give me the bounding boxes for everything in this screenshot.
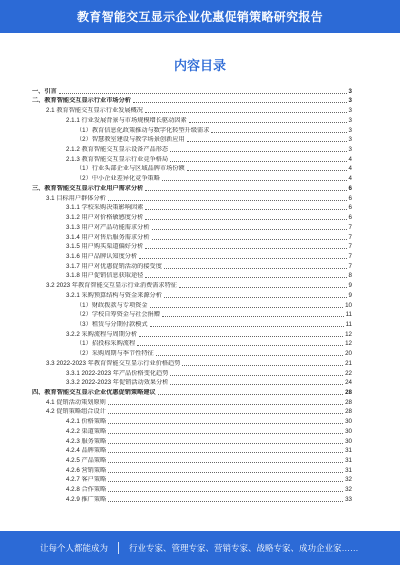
toc-leader-dots xyxy=(108,413,343,414)
toc-entry-title: 4.2.9 推广策略 xyxy=(66,495,107,503)
toc-entry[interactable] xyxy=(32,183,352,193)
toc-entry[interactable] xyxy=(32,251,352,261)
toc-entry-page: 21 xyxy=(345,359,352,367)
toc-leader-dots xyxy=(170,151,346,152)
toc-leader-dots xyxy=(145,248,346,249)
toc-leader-dots xyxy=(162,316,344,317)
toc-entry-title: 3.1.6 用户品牌认知度分析 xyxy=(66,252,138,260)
toc-leader-dots xyxy=(145,219,346,220)
toc-entry-title: 4.2.7 客户策略 xyxy=(66,476,107,484)
toc-entry-title: 3.1.5 用户购买渠道偏好分析 xyxy=(66,243,144,251)
toc-entry[interactable] xyxy=(32,407,352,417)
toc-leader-dots xyxy=(182,365,343,366)
toc-entry[interactable] xyxy=(32,310,352,320)
toc-entry[interactable] xyxy=(32,368,352,378)
toc-leader-dots xyxy=(187,170,347,171)
toc-entry-title: 3.1.2 用户对价格敏感度分析 xyxy=(66,214,144,222)
toc-entry[interactable] xyxy=(32,144,352,154)
toc-entry[interactable] xyxy=(32,465,352,475)
toc-entry[interactable] xyxy=(32,212,352,222)
toc-leader-dots xyxy=(156,355,343,356)
toc-entry-title: （2）智慧教室建设与教学场景创新应用 xyxy=(76,136,185,144)
toc-entry[interactable] xyxy=(32,290,352,300)
toc-entry[interactable] xyxy=(32,494,352,504)
toc-entry-title: 3.1.8 用户促销信息获取途径 xyxy=(66,272,144,280)
toc-entry-page: 4 xyxy=(348,175,352,183)
toc-entry[interactable] xyxy=(32,280,352,290)
toc-heading: 内容目录 xyxy=(173,58,226,73)
footer-bar xyxy=(0,531,400,565)
toc-entry[interactable] xyxy=(32,484,352,494)
toc-leader-dots xyxy=(108,404,343,405)
toc-entry-title: 4.2.6 营销策略 xyxy=(66,466,107,474)
toc-entry-page: 7 xyxy=(348,233,352,241)
toc-entry-title: 2.1.3 教育智能交互显示行业竞争格局 xyxy=(66,155,169,163)
toc-leader-dots xyxy=(189,122,347,123)
toc-entry-page: 3 xyxy=(348,97,352,105)
toc-entry[interactable] xyxy=(32,135,352,145)
toc-leader-dots xyxy=(187,141,347,142)
toc-entry-page: 3 xyxy=(348,136,352,144)
toc-entry-title: （2）学校自筹资金与社会捐赠 xyxy=(76,311,160,319)
toc-entry-title: 3.1 目标用户群体分析 xyxy=(46,194,106,202)
toc-entry[interactable] xyxy=(32,164,352,174)
toc-entry-title: 3.2 2023 年教育智能交互显示行业消费需求特征 xyxy=(46,282,177,290)
toc-entry[interactable] xyxy=(32,319,352,329)
toc-entry-page: 3 xyxy=(348,146,352,154)
toc-leader-dots xyxy=(152,229,347,230)
toc-entry-title: 4.1 促销活动策划原则 xyxy=(46,398,106,406)
toc-entry-title: 3.3.2 2022-2023 年促销活动效果分析 xyxy=(66,379,169,387)
toc-entry-title: （3）租赁与分期付款模式 xyxy=(76,320,148,328)
toc-leader-dots xyxy=(59,93,347,94)
toc-entry-page: 22 xyxy=(345,369,352,377)
toc-entry-page: 28 xyxy=(345,389,352,396)
footer-slogan: 让每个人都能成为 xyxy=(40,543,109,553)
toc-entry-title: 4.2.8 合作策略 xyxy=(66,486,107,494)
toc-entry-page: 20 xyxy=(345,350,352,358)
toc-leader-dots xyxy=(150,326,344,327)
toc-entry-page: 12 xyxy=(345,330,352,338)
toc-entry-page: 7 xyxy=(348,223,352,231)
toc-entry-page: 31 xyxy=(345,457,352,465)
toc-entry[interactable] xyxy=(32,193,352,203)
toc-entry-page: 6 xyxy=(348,184,352,192)
toc-entry-title: （1）教育信息化政策推动与数字化转型升级需求 xyxy=(76,126,210,134)
toc-leader-dots xyxy=(108,472,343,473)
toc-entry-page: 30 xyxy=(345,427,352,435)
toc-entry[interactable] xyxy=(32,154,352,164)
toc-leader-dots xyxy=(108,491,343,492)
toc-entry-title: 3.1.7 用户对优惠促销活动的接受度 xyxy=(66,262,162,270)
toc-entry-title: 3.1.4 用户对售后服务需求分析 xyxy=(66,233,150,241)
toc-entry[interactable] xyxy=(32,173,352,183)
toc-leader-dots xyxy=(170,384,343,385)
toc-leader-dots xyxy=(108,443,343,444)
toc-leader-dots xyxy=(108,452,343,453)
toc-entry[interactable] xyxy=(32,436,352,446)
toc-entry[interactable] xyxy=(32,378,352,388)
toc-leader-dots xyxy=(137,345,343,346)
toc-entry[interactable] xyxy=(32,475,352,485)
toc-entry-page: 11 xyxy=(345,320,352,328)
toc-leader-dots xyxy=(162,180,347,181)
toc-entry-page: 3 xyxy=(348,116,352,124)
toc-entry-page: 7 xyxy=(348,262,352,270)
toc-entry[interactable] xyxy=(32,115,352,125)
toc-entry[interactable] xyxy=(32,261,352,271)
toc-leader-dots xyxy=(139,336,343,337)
toc-leader-dots xyxy=(164,268,347,269)
toc-entry[interactable] xyxy=(32,203,352,213)
toc-entry-title: （2）中小企业差异化竞争策略 xyxy=(76,175,160,183)
toc-leader-dots xyxy=(108,423,343,424)
toc-leader-dots xyxy=(150,307,344,308)
toc-entry-page: 30 xyxy=(345,418,352,426)
toc-entry-page: 24 xyxy=(345,379,352,387)
toc-entry-page: 32 xyxy=(345,486,352,494)
toc-leader-dots xyxy=(145,277,346,278)
toc-entry-page: 8 xyxy=(348,272,352,280)
toc-entry-title: 2.1.2 教育智能交互显示设备产品形态 xyxy=(66,146,169,154)
toc-entry-page: 3 xyxy=(348,87,352,95)
toc-entry[interactable] xyxy=(32,300,352,310)
toc-entry-page: 33 xyxy=(345,495,352,503)
toc-entry[interactable] xyxy=(32,96,352,106)
toc-entry[interactable] xyxy=(32,455,352,465)
toc-leader-dots xyxy=(108,462,343,463)
toc-entry[interactable] xyxy=(32,271,352,281)
toc-entry-page: 32 xyxy=(345,476,352,484)
toc-leader-dots xyxy=(152,239,347,240)
toc-entry[interactable] xyxy=(32,416,352,426)
toc-entry-title: 4.2.3 服务策略 xyxy=(66,437,107,445)
toc-entry[interactable] xyxy=(32,329,352,339)
toc-entry[interactable] xyxy=(32,387,352,397)
toc-entry-page: 4 xyxy=(348,155,352,163)
footer-tagline: 行业专家、管理专家、营销专家、战略专家、成功企业家…… xyxy=(129,543,359,553)
toc-entry-page: 28 xyxy=(345,408,352,416)
toc-entry[interactable] xyxy=(32,232,352,242)
toc-entry-page: 31 xyxy=(345,466,352,474)
toc-leader-dots xyxy=(145,209,346,210)
toc-leader-dots xyxy=(179,287,347,288)
toc-entry-page: 9 xyxy=(348,282,352,290)
toc-entry-title: （1）财政拨款与专项资金 xyxy=(76,301,148,309)
toc-entry-page: 6 xyxy=(348,194,352,202)
toc-entry-title: 3.3.1 2022-2023 年产品价格变化趋势 xyxy=(66,369,169,377)
toc-leader-dots xyxy=(108,481,343,482)
toc-entry-title: 2.1 教育智能交互显示行业发展概况 xyxy=(46,107,143,115)
report-title: 教育智能交互显示企业优惠促销策略研究报告 xyxy=(76,10,323,24)
toc-entry-title: 4.2.2 渠道策略 xyxy=(66,427,107,435)
toc-entry-title: 3.1.1 学校采购决策影响因素 xyxy=(66,204,144,212)
toc-entry-title: 三、教育智能交互显示行业用户需求分析 xyxy=(32,184,144,192)
table-of-contents xyxy=(32,86,352,504)
toc-entry-title: 4.2.1 价格策略 xyxy=(66,418,107,426)
toc-entry-page: 11 xyxy=(345,311,352,319)
toc-entry[interactable] xyxy=(32,348,352,358)
toc-entry-page: 4 xyxy=(348,165,352,173)
toc-leader-dots xyxy=(108,433,343,434)
toc-entry-page: 3 xyxy=(348,107,352,115)
toc-leader-dots xyxy=(170,375,343,376)
toc-entry-page: 6 xyxy=(348,204,352,212)
toc-entry-title: （1）行业头部企业与区域品牌市场份额 xyxy=(76,165,185,173)
toc-entry-title: 4.2.5 产品策略 xyxy=(66,457,107,465)
toc-entry-page: 3 xyxy=(348,126,352,134)
toc-entry[interactable] xyxy=(32,358,352,368)
toc-entry[interactable] xyxy=(32,426,352,436)
toc-entry-title: 3.2.2 采购流程与周期分析 xyxy=(66,330,138,338)
toc-leader-dots xyxy=(145,112,347,113)
toc-leader-dots xyxy=(139,258,346,259)
toc-entry-title: 3.1.3 用户对产品功能需求分析 xyxy=(66,223,150,231)
toc-entry-title: 一、引言 xyxy=(32,87,57,95)
toc-leader-dots xyxy=(158,394,343,395)
toc-entry-page: 28 xyxy=(345,398,352,406)
toc-entry-title: （1）招投标采购流程 xyxy=(76,340,136,348)
toc-leader-dots xyxy=(164,297,347,298)
toc-leader-dots xyxy=(108,501,343,502)
toc-leader-dots xyxy=(133,102,347,103)
toc-entry-page: 7 xyxy=(348,243,352,251)
toc-entry-title: 3.3 2022-2023 年教育智能交互显示行业价格趋势 xyxy=(46,359,181,367)
toc-leader-dots xyxy=(145,190,346,191)
toc-leader-dots xyxy=(170,161,346,162)
toc-leader-dots xyxy=(211,132,346,133)
toc-entry[interactable] xyxy=(32,125,352,135)
toc-entry-title: 四、教育智能交互显示企业优惠促销策略建议 xyxy=(32,389,156,396)
toc-entry-title: 4.2 促销策略组合设计 xyxy=(46,408,106,416)
toc-entry-page: 31 xyxy=(345,447,352,455)
toc-entry-title: 2.1.1 行业发展背景与市场规模增长驱动因素 xyxy=(66,116,187,124)
toc-entry-title: （2）采购周期与季节性特征 xyxy=(76,350,154,358)
footer-divider xyxy=(118,542,119,554)
toc-entry[interactable] xyxy=(32,446,352,456)
toc-leader-dots xyxy=(108,200,347,201)
toc-entry-title: 二、教育智能交互显示行业市场分析 xyxy=(32,97,131,105)
toc-entry[interactable] xyxy=(32,105,352,115)
toc-entry[interactable] xyxy=(32,397,352,407)
toc-entry-title: 3.2.1 采购预算结构与资金来源分析 xyxy=(66,291,162,299)
toc-entry[interactable] xyxy=(32,86,352,96)
toc-entry-page: 12 xyxy=(345,340,352,348)
header-bar xyxy=(0,0,400,33)
toc-entry[interactable] xyxy=(32,339,352,349)
toc-entry[interactable] xyxy=(32,222,352,232)
toc-entry[interactable] xyxy=(32,242,352,252)
toc-entry-title: 4.2.4 品牌策略 xyxy=(66,447,107,455)
toc-entry-page: 6 xyxy=(348,214,352,222)
toc-entry-page: 7 xyxy=(348,252,352,260)
toc-entry-page: 30 xyxy=(345,437,352,445)
toc-entry-page: 10 xyxy=(345,301,352,309)
toc-entry-page: 9 xyxy=(348,291,352,299)
